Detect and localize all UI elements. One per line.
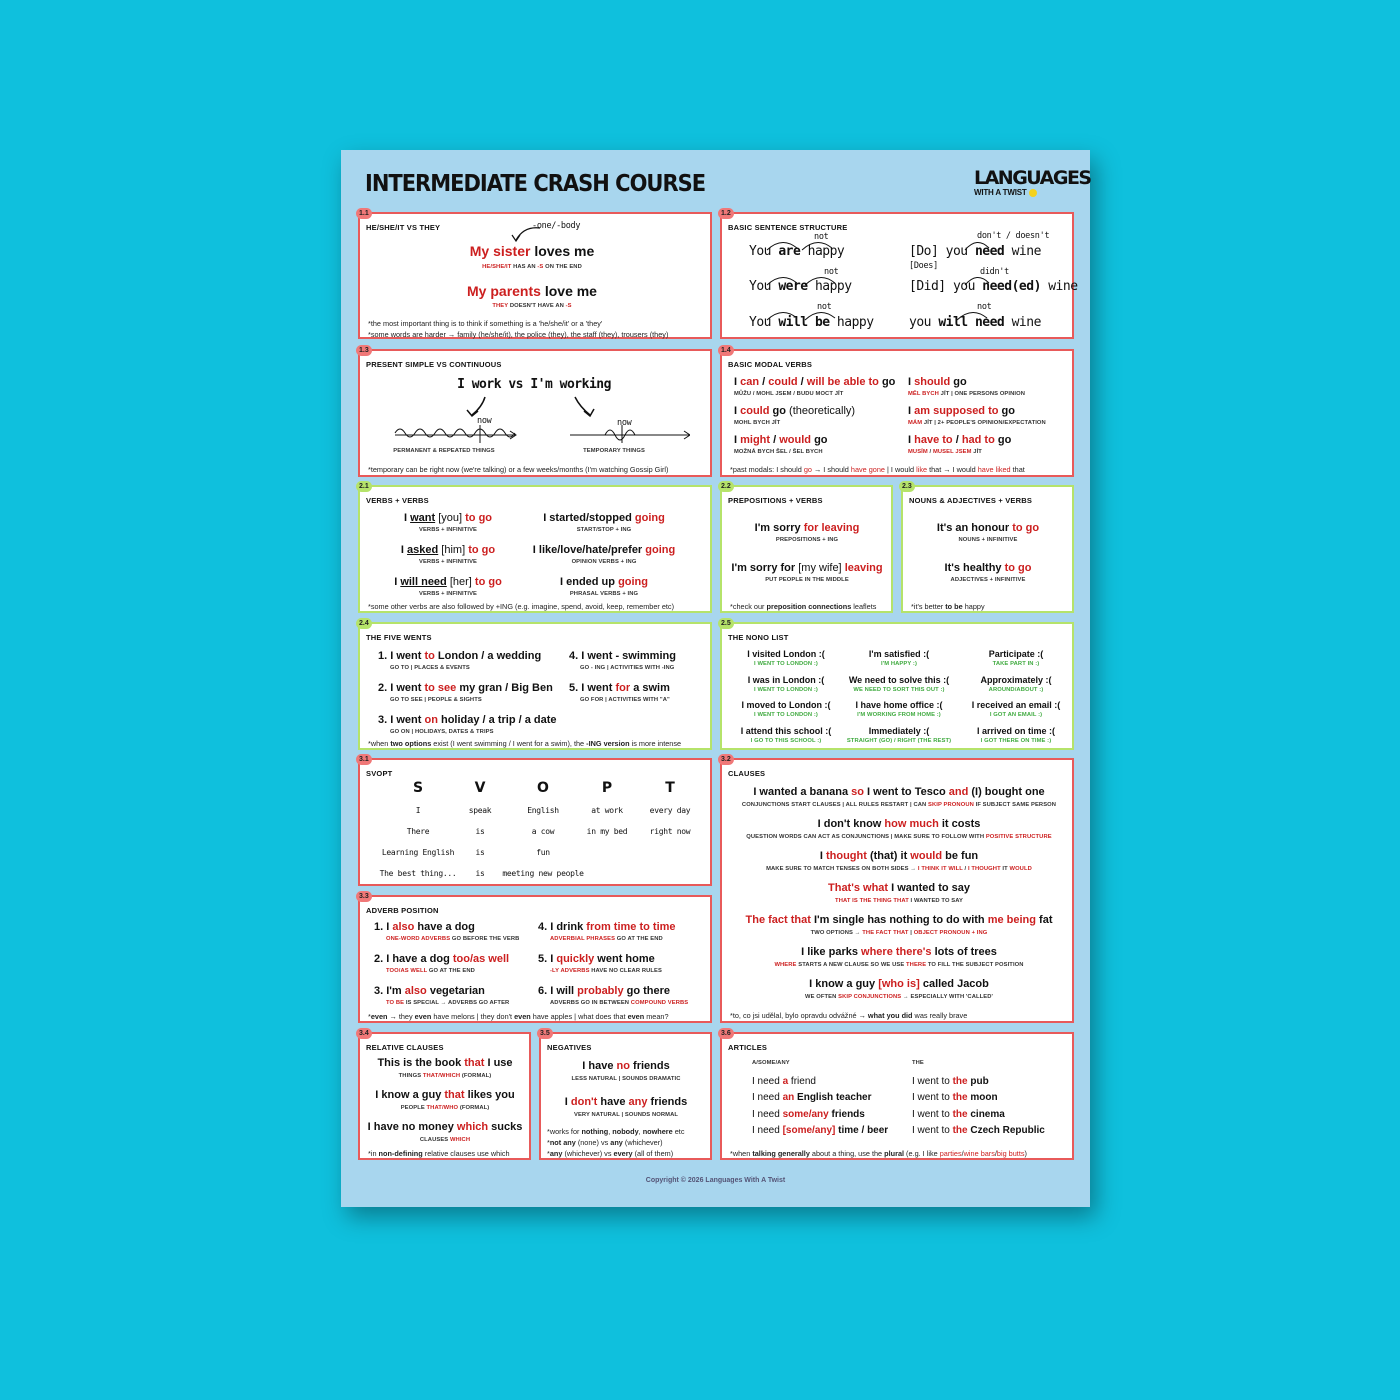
nono-bad-phrase: Immediately :( [868, 725, 930, 736]
verb-caption: VERBS + INFINITIVE [418, 559, 478, 565]
not-label: not [977, 302, 992, 312]
svopt-header: O [537, 780, 549, 796]
clause-example: I know a guy [who is] called Jacob [809, 978, 989, 990]
nono-bad-phrase: I visited London :( [747, 649, 825, 659]
svopt-cell: The best thing... [379, 869, 457, 878]
section-title: THE NONO LIST [728, 633, 789, 642]
timeline-caption: TEMPORARY THINGS [583, 448, 645, 454]
lemon-icon [1029, 189, 1037, 197]
section-title: BASIC MODAL VERBS [728, 360, 813, 369]
adverb-example: 5. I quickly went home [538, 953, 655, 965]
relative-example: I have no money which sucks [367, 1121, 523, 1133]
nono-good-phrase: I WENT TO LONDON :) [754, 712, 818, 718]
adverb-example: 3. I'm also vegetarian [374, 985, 485, 997]
section-number: 2.4 [356, 618, 372, 629]
svopt-cell: in my bed [586, 827, 628, 836]
nono-bad-phrase: Approximately :( [980, 674, 1052, 685]
nono-bad-phrase: We need to solve this :( [848, 674, 950, 685]
section-number: 3.4 [356, 1028, 372, 1039]
section-title: ARTICLES [728, 1043, 768, 1052]
structure-line: You are happy [749, 244, 845, 259]
section-number: 1.1 [356, 208, 372, 219]
example-sentence: I'm sorry for leaving [754, 522, 860, 534]
verb-caption: START/STOP + ING [576, 527, 632, 533]
svopt-cell: at work [591, 806, 623, 815]
section-number: 3.1 [356, 754, 372, 765]
dont-doesnt-label: don't / doesn't [977, 231, 1050, 241]
nono-good-phrase: I GOT THERE ON TIME :) [980, 737, 1052, 744]
nono-good-phrase: I WENT TO LONDON :) [754, 661, 818, 667]
section-note: *even → they even have melons | they don't even have apples | what does that even mean? [368, 1012, 669, 1021]
nono-good-phrase: WE NEED TO SORT THIS OUT :) [853, 686, 945, 693]
svopt-cell: is [475, 869, 485, 878]
section-note: *it's better to be happy [911, 602, 985, 611]
example-caption: PREPOSITIONS + ING [775, 537, 839, 543]
svopt-cell: Learning English [381, 848, 455, 857]
modal-caption: MUSÍM / MUSEL JSEM JÍT [908, 449, 982, 455]
nono-good-phrase: I'M WORKING FROM HOME :) [857, 712, 941, 718]
section-title: PRESENT SIMPLE VS CONTINUOUS [366, 360, 502, 369]
negative-example: I have no friends [582, 1060, 670, 1072]
section-note: *some words are harder → family (he/she/it), the police (they), the staff (they), trousers (they) [368, 330, 669, 339]
didnt-label: didn't [980, 267, 1009, 277]
logo-wordmark: LANGUAGES [974, 167, 1091, 189]
modal-example: I should go [908, 376, 967, 388]
section-note: *the most important thing is to think if something is a 'he/she/it' or a 'they' [368, 319, 603, 328]
adverb-example: 6. I will probably go there [538, 985, 671, 997]
svopt-cell: every day [649, 806, 691, 815]
example-caption: ADJECTIVES + INFINITIVE [950, 577, 1026, 583]
section-note: *works for nothing, nobody, nowhere etc [547, 1127, 685, 1136]
negative-caption: LESS NATURAL | SOUNDS DRAMATIC [571, 1076, 681, 1082]
nono-bad-phrase: I have home office :( [855, 700, 943, 710]
list-item: I need [some/any] time / beer [752, 1124, 889, 1136]
negative-example: I don't have any friends [564, 1096, 688, 1108]
verb-example: I will need [her] to go [394, 576, 502, 588]
section-number: 3.3 [356, 891, 372, 902]
svopt-cell: meeting new people [502, 869, 584, 878]
went-caption: GO TO | PLACES & EVENTS [390, 665, 470, 671]
section-number: 3.5 [537, 1028, 553, 1039]
modal-example: I can / could / will be able to go [734, 376, 896, 388]
clause-caption: TWO OPTIONS → THE FACT THAT | OBJECT PRONOUN + ING [810, 930, 988, 936]
logo-tagline: WITH A TWIST [974, 188, 1027, 197]
structure-line: [Did] you need(ed) wine [909, 279, 1078, 294]
section-clauses [720, 758, 1074, 1023]
list-item: I went to the cinema [912, 1108, 1005, 1120]
structure-line: you will need wine [909, 315, 1041, 330]
svopt-header: S [412, 780, 424, 796]
svopt-cell: English [527, 806, 559, 815]
section-number: 3.2 [718, 754, 734, 765]
example-sentence: It's an honour to go [936, 522, 1040, 534]
example-caption: THEY DOESN'T HAVE AN -S [492, 303, 572, 309]
section-nouns-adjectives-verbs [901, 485, 1074, 613]
adverb-example: 4. I drink from time to time [538, 921, 676, 933]
does-label: [Does] [909, 261, 938, 271]
section-title: VERBS + VERBS [366, 496, 429, 505]
section-title: ADVERB POSITION [366, 906, 439, 915]
clause-example: I thought (that) it would be fun [819, 850, 979, 862]
svopt-cell: is [475, 827, 485, 836]
svopt-cell: fun [536, 848, 550, 857]
adverb-caption: -LY ADVERBS HAVE NO CLEAR RULES [550, 968, 662, 974]
verb-caption: PHRASAL VERBS + ING [569, 591, 639, 597]
section-number: 1.3 [356, 345, 372, 356]
went-caption: GO ON | HOLIDAYS, DATES & TRIPS [390, 729, 494, 735]
section-negatives [539, 1032, 712, 1160]
poster-title: INTERMEDIATE CRASH COURSE [365, 170, 706, 197]
nono-bad-phrase: I attend this school :( [740, 725, 832, 736]
section-number: 1.4 [718, 345, 734, 356]
verb-caption: VERBS + INFINITIVE [418, 527, 478, 533]
clause-caption: WHERE STARTS A NEW CLAUSE SO WE USE THERE TO FILL THE SUBJECT POSITION [774, 962, 1024, 968]
section-note: *any (whichever) vs every (all of them) [547, 1149, 674, 1158]
adverb-caption: ADVERBIAL PHRASES GO AT THE END [550, 936, 663, 942]
nono-bad-phrase: I was in London :( [747, 674, 825, 685]
went-example: 1. I went to London / a wedding [378, 650, 542, 662]
list-item: I need an English teacher [752, 1092, 872, 1104]
section-number: 2.5 [718, 618, 734, 629]
not-label: not [824, 267, 839, 277]
clause-example: The fact that I'm single has nothing to do with me being fat [745, 914, 1053, 926]
adverb-caption: ONE-WORD ADVERBS GO BEFORE THE VERB [386, 936, 520, 942]
nono-bad-phrase: Participate :( [988, 649, 1044, 659]
section-note: *check our preposition connections leaflets [730, 602, 877, 611]
section-note: *not any (none) vs any (whichever) [547, 1138, 663, 1147]
went-caption: GO - ING | ACTIVITIES WITH -ING [580, 665, 675, 671]
poster [341, 150, 1090, 1207]
nono-good-phrase: I WENT TO LONDON :) [754, 686, 818, 693]
section-title: BASIC SENTENCE STRUCTURE [728, 223, 848, 232]
modal-example: I am supposed to go [908, 405, 1015, 417]
clause-caption: CONJUNCTIONS START CLAUSES | ALL RULES RESTART | CAN SKIP PRONOUN IF SUBJECT SAME PERSON [741, 802, 1057, 808]
clause-example: I like parks where there's lots of trees [801, 946, 997, 958]
section-verbs-verbs [358, 485, 712, 613]
section-articles [720, 1032, 1074, 1160]
section-title: PREPOSITIONS + VERBS [728, 496, 823, 505]
section-note: *temporary can be right now (we're talking) or a few weeks/months (I'm watching Gossip Girl) [368, 465, 669, 474]
nono-good-phrase: I GOT AN EMAIL :) [989, 712, 1043, 718]
section-sentence-structure [720, 210, 1078, 339]
modal-example: I might / would go [734, 434, 828, 446]
timeline-caption: PERMANENT & REPEATED THINGS [393, 448, 495, 454]
section-note: *in non-defining relative clauses use which [368, 1149, 510, 1158]
modal-example: I have to / had to go [908, 434, 1012, 446]
section-number: 2.2 [718, 481, 734, 492]
example-sentence: I'm sorry for [my wife] leaving [731, 562, 883, 574]
verb-example: I like/love/hate/prefer going [532, 544, 676, 556]
clause-caption: MAKE SURE TO MATCH TENSES ON BOTH SIDES → I THINK IT WILL / I THOUGHT IT WOULD [766, 866, 1032, 872]
example-caption: PUT PEOPLE IN THE MIDDLE [765, 577, 849, 583]
adverb-caption: TO BE IS SPECIAL → ADVERBS GO AFTER [386, 1000, 510, 1006]
section-title: THE FIVE WENTS [366, 633, 432, 642]
section-title: NOUNS & ADJECTIVES + VERBS [909, 496, 1033, 505]
modal-caption: MOHL BYCH JÍT [734, 420, 781, 426]
nono-bad-phrase: I moved to London :( [741, 700, 831, 710]
section-relative-clauses [358, 1032, 531, 1160]
negative-caption: VERY NATURAL | SOUNDS NORMAL [573, 1112, 679, 1118]
section-number: 2.1 [356, 481, 372, 492]
section-note: *to, co jsi udělal, bylo opravdu odvážné → what you did was really brave [730, 1011, 968, 1020]
section-number: 1.2 [718, 208, 734, 219]
went-example: 4. I went - swimming [569, 650, 676, 662]
went-example: 2. I went to see my gran / Big Ben [378, 682, 553, 694]
clause-caption: WE OFTEN SKIP CONJUNCTIONS → ESPECIALLY WITH 'CALLED' [804, 994, 994, 1000]
articles-left-list [752, 1074, 888, 1139]
example-sentence: I work vs I'm working [457, 377, 611, 392]
modal-caption: MĚL BYCH JÍT | ONE PERSONS OPINION [908, 391, 1026, 397]
went-caption: GO FOR | ACTIVITIES WITH "A" [580, 697, 670, 703]
articles-right-list [912, 1074, 1045, 1139]
modal-caption: MÁM JÍT | 2+ PEOPLE'S OPINION/EXPECTATION [908, 420, 1046, 426]
copyright: Copyright © 2026 Languages With A Twist [645, 1177, 786, 1184]
nono-bad-phrase: I arrived on time :( [976, 725, 1056, 736]
verb-caption: VERBS + INFINITIVE [418, 591, 478, 597]
section-title: RELATIVE CLAUSES [366, 1043, 444, 1052]
modal-example: I could go (theoretically) [734, 405, 856, 417]
section-number: 3.6 [718, 1028, 734, 1039]
not-label: not [814, 232, 829, 242]
now-label: now [617, 418, 632, 428]
brand-logo [974, 167, 1091, 197]
svopt-header: T [665, 780, 675, 796]
section-note: *some other verbs are also followed by +ING (e.g. imagine, spend, avoid, keep, remember etc) [368, 602, 675, 611]
example-sentence: My sister loves me [469, 243, 595, 259]
section-title: SVOPT [366, 769, 393, 778]
example-caption: NOUNS + INFINITIVE [958, 537, 1018, 543]
relative-caption: CLAUSES WHICH [419, 1137, 471, 1143]
section-modal-verbs [720, 349, 1074, 477]
svopt-cell: There [406, 827, 430, 836]
adverb-example: 1. I also have a dog [374, 921, 475, 933]
clause-example: I wanted a banana so I went to Tesco and (I) bought one [753, 786, 1045, 798]
structure-line: [Do] you need wine [909, 244, 1041, 259]
verb-example: I ended up going [560, 576, 648, 588]
timeline-diagram [390, 393, 690, 448]
clause-caption: QUESTION WORDS CAN ACT AS CONJUNCTIONS | MAKE SURE TO FOLLOW WITH POSITIVE STRUCTURE [746, 834, 1052, 840]
relative-example: I know a guy that likes you [375, 1089, 515, 1101]
relative-example: This is the book that I use [377, 1057, 513, 1069]
modal-caption: MOŽNÁ BYCH ŠEL / ŠEL BYCH [734, 449, 823, 455]
list-item: I went to the pub [912, 1076, 989, 1087]
example-sentence: It's healthy to go [944, 562, 1032, 574]
structure-line: You will be happy [749, 315, 874, 330]
column-header: A/SOME/ANY [752, 1060, 790, 1066]
section-present-simple-continuous [358, 349, 712, 477]
verb-example: I asked [him] to go [400, 544, 496, 556]
section-adverb-position [358, 895, 712, 1023]
adverb-example: 2. I have a dog too/as well [374, 953, 510, 965]
svopt-cell: is [475, 848, 485, 857]
structure-line: You were happy [749, 279, 852, 294]
svopt-cell: right now [649, 827, 691, 836]
section-five-wents [358, 622, 712, 750]
adverb-caption: TOO/AS WELL GO AT THE END [386, 968, 475, 974]
nono-good-phrase: TAKE PART IN :) [992, 661, 1040, 667]
verb-example: I want [you] to go [403, 512, 493, 524]
section-title: HE/SHE/IT VS THEY [366, 223, 441, 232]
relative-caption: PEOPLE THAT/WHO (FORMAL) [400, 1105, 490, 1111]
clause-caption: THAT IS THE THING THAT I WANTED TO SAY [835, 898, 963, 904]
svopt-cell: a cow [531, 827, 555, 836]
section-title: NEGATIVES [547, 1043, 592, 1052]
section-title: CLAUSES [728, 769, 766, 778]
relative-caption: THINGS THAT/WHICH (FORMAL) [398, 1073, 492, 1079]
section-note: *past modals: I should go → I should have gone | I would like that → I would have liked that [730, 465, 1025, 474]
modal-caption: MŮŽU / MOHL JSEM / BUDU MOCT JÍT [734, 391, 844, 397]
section-number: 2.3 [899, 481, 915, 492]
section-prepositions-verbs [720, 485, 893, 613]
adverb-caption: ADVERBS GO IN BETWEEN COMPOUND VERBS [550, 1000, 689, 1006]
section-he-she-it [358, 212, 712, 339]
list-item: I went to the Czech Republic [912, 1124, 1045, 1136]
nono-good-phrase: AROUND/ABOUT :) [988, 686, 1044, 693]
nono-bad-phrase: I'm satisfied :( [868, 649, 930, 659]
column-header: THE [912, 1060, 924, 1066]
clause-example: I don't know how much it costs [817, 818, 981, 830]
example-sentence: My parents love me [467, 283, 597, 299]
went-example: 3. I went on holiday / a trip / a date [378, 714, 557, 726]
example-caption: HE/SHE/IT HAS AN -S ON THE END [482, 264, 582, 270]
section-note: *when talking generally about a thing, use the plural (e.g. I like parties/wine bars/big butts) [730, 1149, 1027, 1158]
list-item: I need some/any friends [752, 1108, 865, 1120]
hint-one-body: -one/-body [532, 221, 581, 231]
nono-good-phrase: I'M HAPPY :) [881, 661, 917, 667]
list-item: I went to the moon [912, 1092, 998, 1104]
svopt-cell: speak [468, 806, 492, 815]
svopt-header: P [601, 780, 613, 796]
nono-good-phrase: I GO TO THIS SCHOOL :) [750, 737, 822, 744]
section-note: *when two options exist (I went swimming / I went for a swim), the -ING version is more intense [368, 739, 682, 748]
went-caption: GO TO SEE | PEOPLE & SIGHTS [390, 697, 482, 703]
now-label: now [477, 416, 492, 426]
section-nono-list [720, 622, 1074, 750]
nono-good-phrase: STRAIGHT (GO) / RIGHT (THE REST) [846, 737, 952, 744]
verb-example: I started/stopped going [543, 512, 665, 524]
section-svopt [358, 758, 712, 886]
clause-example: That's what I wanted to say [828, 882, 970, 894]
list-item: I need a friend [752, 1076, 816, 1087]
not-label: not [817, 302, 832, 312]
went-example: 5. I went for a swim [569, 682, 670, 694]
nono-bad-phrase: I received an email :( [971, 700, 1061, 710]
svopt-header: V [474, 780, 486, 796]
svopt-cell: I [415, 806, 421, 815]
verb-caption: OPINION VERBS + ING [571, 559, 637, 565]
